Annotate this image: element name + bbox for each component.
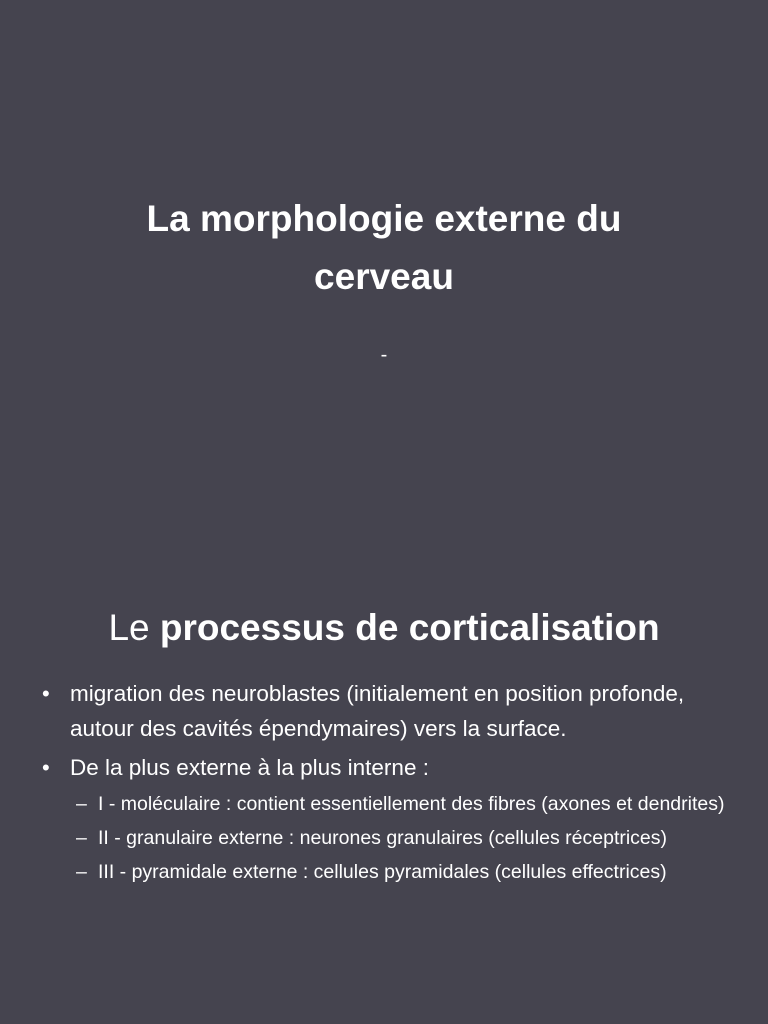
sub-bullet-text: I - moléculaire : contient essentiellement des fibres (axones et dendrites) <box>98 793 725 815</box>
sub-bullet-text: III - pyramidale externe : cellules pyramidales (cellules effectrices) <box>98 861 667 883</box>
slide-title-line-2: cerveau <box>314 256 454 297</box>
bullet-text: De la plus externe à la plus interne : <box>70 755 429 780</box>
section-title <box>0 598 768 658</box>
bullet-list <box>0 676 768 891</box>
sub-bullet-item <box>0 857 768 887</box>
sub-bullet-text: II - granulaire externe : neurones granulaires (cellules réceptrices) <box>98 827 668 849</box>
sub-bullet-item <box>0 789 768 819</box>
dash-icon: – <box>76 793 87 815</box>
bullet-item <box>0 676 768 746</box>
bullet-dot-icon: • <box>42 681 50 706</box>
dash-icon: – <box>76 861 87 883</box>
dash-icon: – <box>76 827 87 849</box>
bullet-dot-icon: • <box>42 755 50 780</box>
section-title-bold: processus de corticalisation <box>159 607 660 648</box>
bullet-text: migration des neuroblastes (initialement en position profonde, autour des cavités épendymaires) vers la surface. <box>70 681 685 741</box>
section-title-normal: Le <box>108 607 160 648</box>
slide-subtitle: - <box>380 344 388 366</box>
slide-title-line-1: La morphologie externe du <box>146 198 622 239</box>
slide-title <box>60 190 708 306</box>
sub-bullet-item <box>0 823 768 853</box>
bullet-item <box>0 750 768 785</box>
